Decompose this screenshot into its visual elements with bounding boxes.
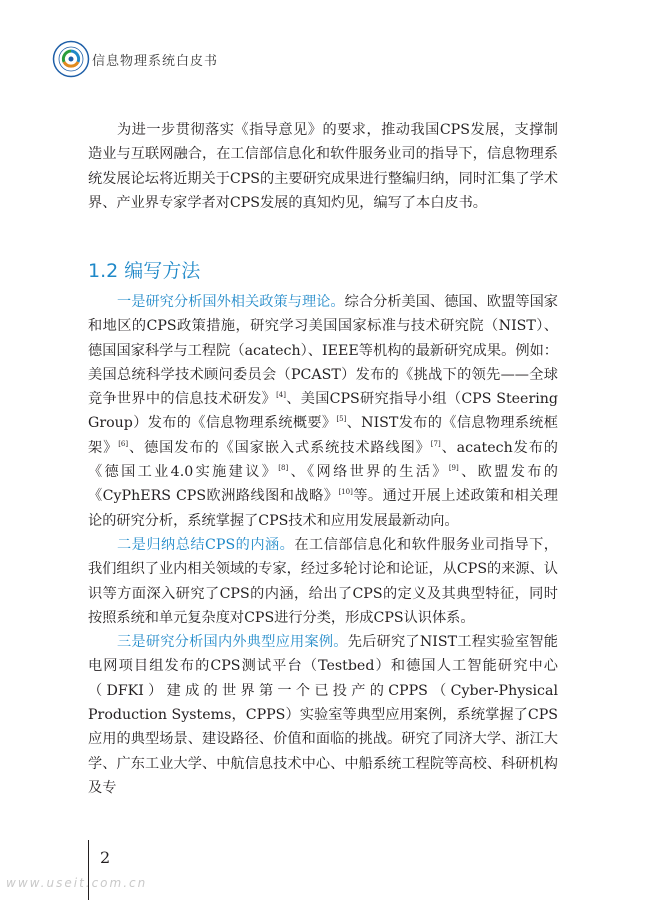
paragraph-text: 、欧盟发布的《CyPhERS CPS欧洲路线图和战略》 (88, 464, 558, 505)
paragraph-text: 在工信部信息化和软件服务业司指导下，我们组织了业内相关领域的专家，经过多轮讨论和论证，从CPS的来源、认识等方面深入研究了CPS的内涵，给出了CPS的定义及其典型特征，同时按照系统和单元复杂度对CPS进行分类，形成CPS认识体系。 (88, 536, 558, 626)
paragraph-case-studies (88, 630, 558, 800)
citation-ref: [9] (448, 464, 459, 473)
paragraph-text: 、NIST发布的《信息物理系统框架》 (88, 415, 558, 456)
paragraph-text: 、acatech发布的《德国工业4.0实施建议》 (88, 439, 558, 481)
citation-ref: [6] (118, 439, 129, 448)
section-body (88, 290, 558, 800)
document-title: 信息物理系统白皮书 (92, 54, 219, 69)
citation-ref: [4] (276, 391, 286, 400)
paragraph-text: 、美国CPS研究指导小组（CPS Steering Group）发布的《信息物理系统概要》 (88, 391, 558, 432)
paragraph-text: 综合分析美国、德国、欧盟等国家和地区的CPS政策措施，研究学习美国国家标准与技术研究院（NIST）、德国国家科学与工程院（acatech）、IEEE等机构的最新研究成果。例如：美国总统科学技术顾问委员会（PCAST）发布的《挑战下的领先——全球竞争世界中的信息技术研发》 (88, 294, 558, 408)
cyber-physical-systems-logo-icon (52, 40, 90, 78)
page-number-rule (88, 840, 89, 900)
citation-ref: [5] (336, 415, 347, 424)
paragraph-cps-concept (88, 533, 558, 630)
intro-text-block (88, 118, 558, 215)
citation-ref: [10] (338, 488, 353, 497)
citation-ref: [7] (430, 439, 441, 448)
intro-paragraph: 为进一步贯彻落实《指导意见》的要求，推动我国CPS发展，支撑制造业与互联网融合，在工信部信息化和软件服务业司的指导下，信息物理系统发展论坛将近期关于CPS的主要研究成果进行整编归纳，同时汇集了学术界、产业界专家学者对CPS发展的真知灼见，编写了本白皮书。 (88, 122, 558, 211)
watermark: www.useit.com.cn (6, 876, 148, 890)
paragraph-text: 先后研究了NIST工程实验室智能电网项目组发布的CPS测试平台（Testbed）和德国人工智能研究中心（DFKI）建成的世界第一个已投产的CPPS（Cyber-Physical Production Systems，CPPS）实验室等典型应用案例，系统掌握了CPS应用的典型场景、建设路径、价值和面临的挑战。研究了同济大学、浙江大学、广东工业大学、中航信息技术中心、中船系统工程院等高校、科研机构及专 (88, 634, 558, 796)
paragraph-text: 、《网络世界的生活》 (288, 464, 449, 481)
citation-ref: [8] (278, 464, 289, 473)
page-number: 2 (100, 848, 111, 867)
paragraph-text: 等。通过开展上述政策和相关理论的研究分析，系统掌握了CPS技术和应用发展最新动向。 (88, 488, 558, 529)
paragraph-lead: 一是研究分析国外相关政策与理论。 (117, 294, 345, 310)
paragraph-text: 、德国发布的《国家嵌入式系统技术路线图》 (128, 439, 431, 456)
paragraph-lead: 三是研究分析国内外典型应用案例。 (117, 634, 348, 651)
page-header (52, 40, 612, 80)
paragraph-lead: 二是归纳总结CPS的内涵。 (117, 536, 295, 553)
section-heading: 1.2 编写方法 (88, 260, 201, 282)
paragraph-policy-research (88, 290, 558, 533)
